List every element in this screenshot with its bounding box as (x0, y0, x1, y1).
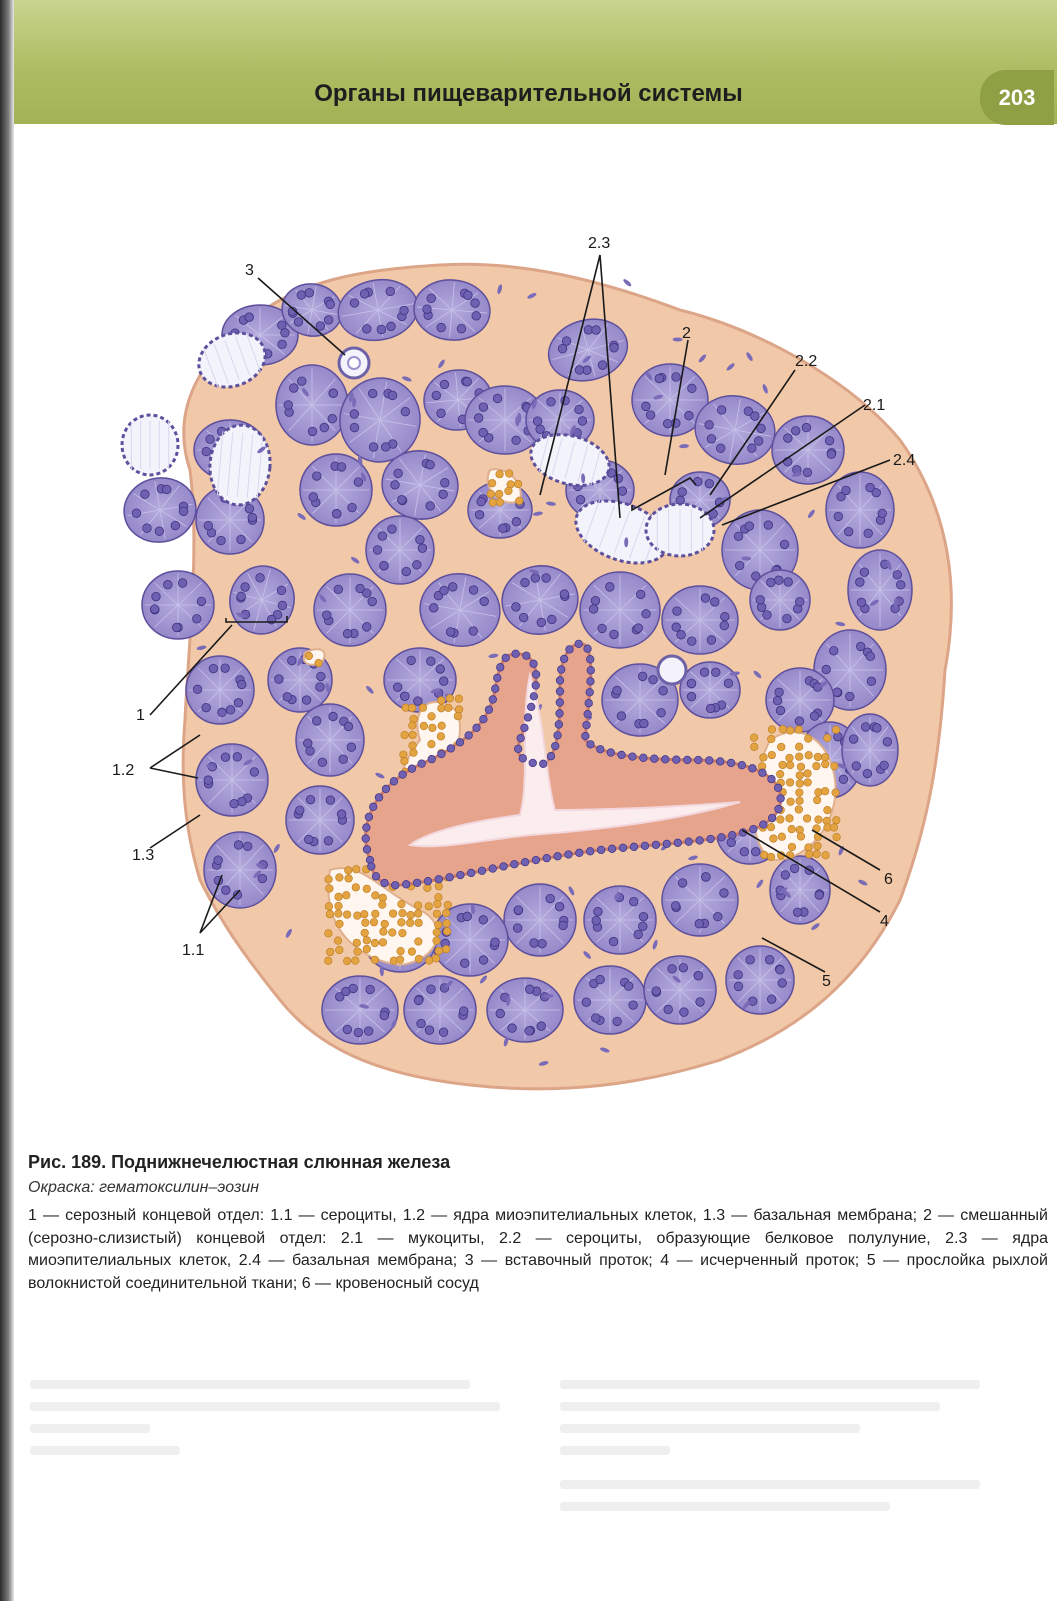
label-2-4: 2.4 (893, 452, 916, 469)
figure-caption (28, 1152, 1048, 1295)
caption-title: Рис. 189. Поднижнечелюстная слюнная железа (28, 1152, 451, 1172)
histology-figure (0, 220, 1057, 1120)
label-1: 1 (136, 707, 145, 724)
salivary-gland-illustration (0, 220, 1057, 1120)
label-2-1: 2.1 (863, 397, 886, 414)
label-2-3: 2.3 (588, 235, 611, 252)
label-5: 5 (822, 973, 831, 990)
caption-legend: 1 — серозный концевой отдел: 1.1 — сероциты, 1.2 — ядра миоэпителиальных клеток, 1.3 — базальная мембрана; 2 — смешанный (серозно-слизистый) концевой отдел: 2.1 — мукоциты, 2.2 — сероциты, образующие белковое полулуние, 2.3 — ядра миоэпителиальных клеток, 2.4 — базальная мембрана; 3 — вставочный проток; 4 — исчерченный проток; 5 — прослойка рыхлой волокнистой соединительной ткани; 6 — кровеносный сосуд (28, 1207, 1048, 1292)
label-1-3: 1.3 (132, 847, 155, 864)
caption-stain: Окраска: гематоксилин–эозин (28, 1179, 260, 1196)
label-4: 4 (880, 913, 889, 930)
label-1-1: 1.1 (182, 942, 205, 959)
page-number: 203 (980, 70, 1054, 125)
label-1-2: 1.2 (112, 762, 135, 779)
section-title: Органы пищеварительной системы (314, 80, 743, 107)
label-6: 6 (884, 871, 893, 888)
label-3: 3 (245, 262, 254, 279)
label-2: 2 (682, 325, 691, 342)
label-2-2: 2.2 (795, 353, 818, 370)
